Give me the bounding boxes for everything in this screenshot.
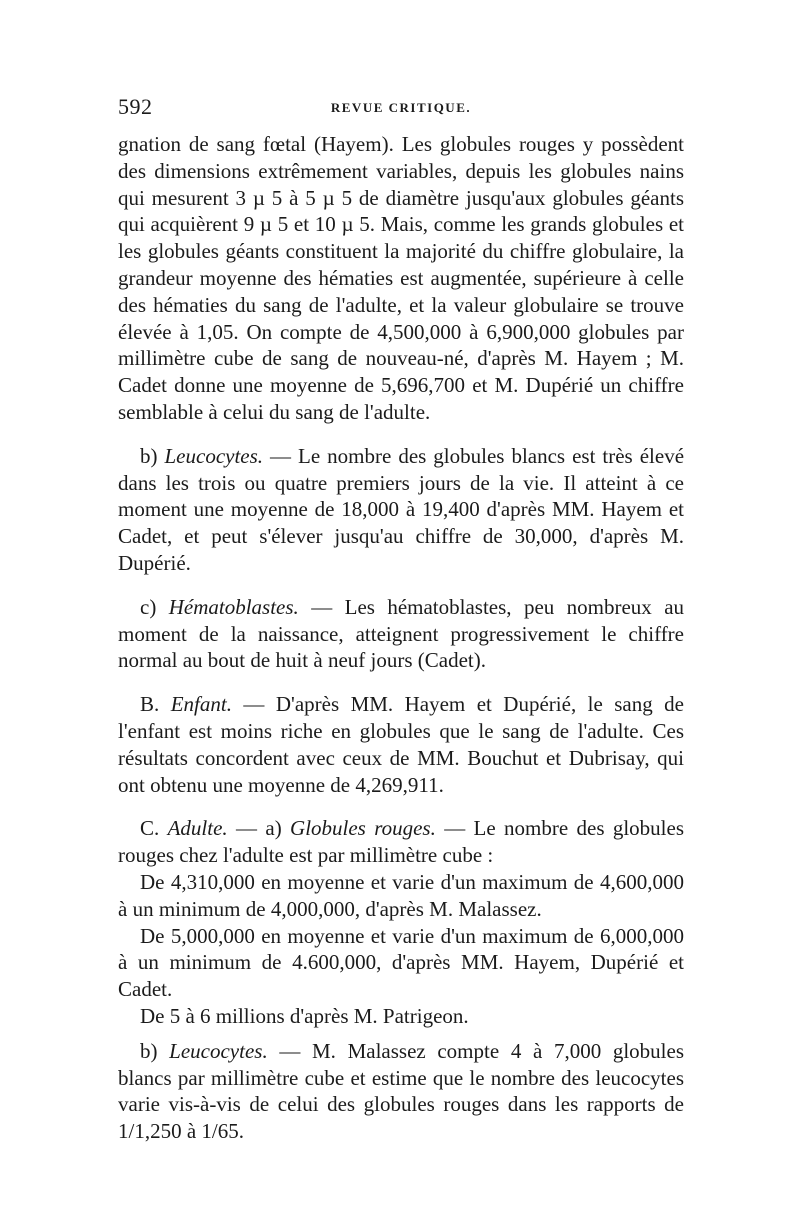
- body-text: [118, 131, 684, 1145]
- section-label: Hématoblastes.: [168, 594, 299, 619]
- section-letter: b): [140, 1038, 158, 1063]
- paragraph-text: De 5,000,000 en moyenne et varie d'un maximum de 6,000,000 à un minimum de 4.600,000, d'après MM. Hayem, Dupérié et Cadet.: [118, 923, 684, 1002]
- paragraph-text: — D'après MM. Hayem et Dupérié, le sang de l'enfant est moins riche en globules que le sang de l'adulte. Ces résultats concordent avec ceux de MM. Bouchut et Dubrisay, qui ont obtenu une moyenne de 4,269,911.: [118, 692, 684, 797]
- subsection-letter: — a): [236, 816, 282, 841]
- paragraph-leucocytes-newborn: [118, 443, 684, 577]
- paragraph-adulte: [118, 815, 684, 869]
- running-title: REVUE CRITIQUE.: [330, 100, 472, 115]
- paragraph-text: De 4,310,000 en moyenne et varie d'un maximum de 4,600,000 à un minimum de 4,000,000, d'après M. Malassez.: [118, 869, 684, 921]
- paragraph-text: — M. Malassez compte 4 à 7,000 globules blancs par millimètre cube et estime que le nombre des leucocytes varie vis-à-vis de celui des globules rouges dans les rapports de 1/1,250 à 1/65.: [118, 1038, 685, 1144]
- page-number: 592: [118, 94, 153, 119]
- section-letter: b): [140, 443, 158, 468]
- paragraph-hematoblastes: [118, 594, 684, 674]
- paragraph-enfant: [118, 691, 684, 798]
- paragraph-text: — Le nombre des globules rouges chez l'adulte est par millimètre cube :: [118, 816, 685, 868]
- section-letter: c): [140, 594, 157, 619]
- section-label: Leucocytes.: [169, 1038, 268, 1063]
- paragraph-patrigeon-count: [118, 1003, 684, 1030]
- subsection-label: Globules rouges.: [290, 816, 436, 841]
- page-header: [118, 94, 684, 124]
- section-label: Enfant.: [170, 692, 232, 717]
- paragraph-text: — Les hématoblastes, peu nombreux au moment de la naissance, atteignent progressivement le chiffre normal au bout de huit à neuf jours (Cadet).: [118, 594, 685, 673]
- paragraph-malassez-count: [118, 869, 684, 923]
- paragraph-text: gnation de sang fœtal (Hayem). Les globules rouges y possèdent des dimensions extrêmement variables, depuis les globules nains qui mesurent 3 µ 5 à 5 µ 5 de diamètre jusqu'aux globules géants qui acquièrent 9 µ 5 et 10 µ 5. Mais, comme les grands globules et les globules géants constituent la majorité du chiffre globulaire, la grandeur moyenne des hématies est augmentée, supérieure à celle des hématies du sang de l'adulte, et la valeur globulaire se trouve élevée à 1,05. On compte de 4,500,000 à 6,900,000 globules par millimètre cube de sang de nouveau-né, d'après M. Hayem ; M. Cadet donne une moyenne de 5,696,700 et M. Dupérié un chiffre semblable à celui du sang de l'adulte.: [118, 132, 684, 424]
- paragraph-leucocytes-adult: [118, 1038, 684, 1145]
- section-letter: C.: [140, 816, 160, 841]
- paragraph-hayem-count: [118, 923, 684, 1003]
- paragraph-text: — Le nombre des globules blancs est très élevé dans les trois ou quatre premiers jours de la vie. Il atteint à ce moment une moyenne de 18,000 à 19,400 d'après MM. Hayem et Cadet, et peut s'élever jusqu'au chiffre de 30,000, d'après M. Dupérié.: [118, 443, 685, 575]
- section-label: Leucocytes.: [164, 443, 264, 468]
- section-letter: B.: [140, 692, 160, 717]
- paragraph-foetal-blood: [118, 131, 684, 426]
- section-label: Adulte.: [167, 816, 228, 841]
- paragraph-text: De 5 à 6 millions d'après M. Patrigeon.: [140, 1003, 469, 1028]
